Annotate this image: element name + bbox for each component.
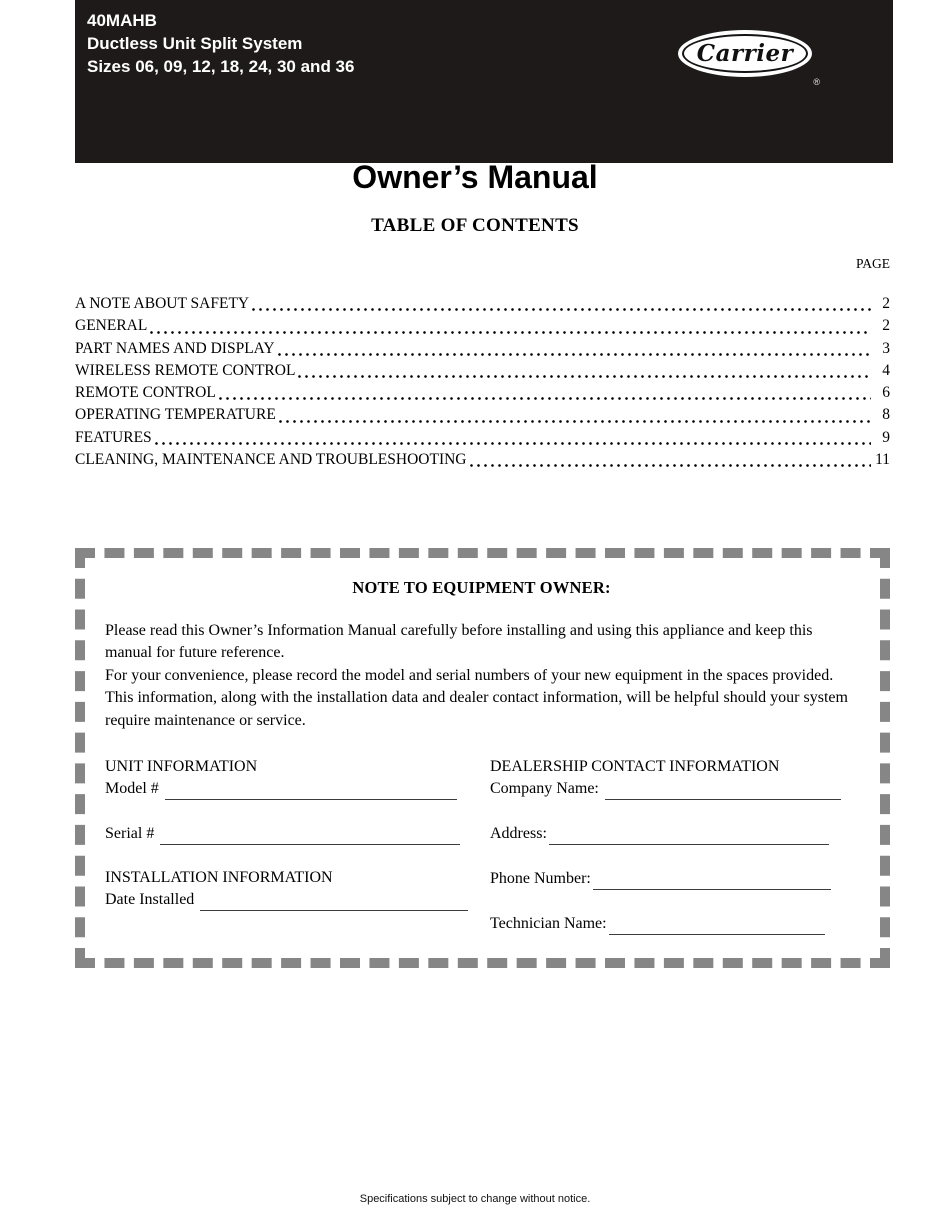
toc-item-title: WIRELESS REMOTE CONTROL: [75, 361, 296, 379]
unit-information-column: [105, 756, 490, 935]
sizes-line: Sizes 06, 09, 12, 18, 24, 30 and 36: [87, 57, 355, 76]
toc-item-title: FEATURES: [75, 428, 152, 446]
note-paragraph-2: For your convenience, please record the model and serial numbers of your new equipment in the spaces provided. This information, along with the installation data and dealer contact information, will be helpful should your system require maintenance or service.: [105, 666, 848, 729]
address-row: [490, 823, 858, 845]
model-number-blank-line: [165, 784, 457, 800]
serial-number-label: Serial #: [105, 825, 155, 843]
dealership-contact-column: [490, 756, 858, 935]
model-number-row: [105, 778, 490, 800]
carrier-logo: [678, 30, 820, 87]
toc-item: [75, 360, 890, 382]
table-of-contents: [75, 293, 890, 471]
model-number-label: Model #: [105, 780, 159, 798]
toc-item-title: GENERAL: [75, 317, 148, 335]
header-bar: [75, 0, 893, 163]
carrier-logo-oval: [682, 34, 808, 73]
technician-name-label: Technician Name:: [490, 915, 607, 933]
toc-item-page: 11: [875, 451, 890, 469]
toc-dot-leader: [216, 382, 874, 404]
toc-item-page: 2: [882, 295, 890, 312]
phone-number-row: [490, 868, 858, 890]
serial-number-row: [105, 823, 490, 845]
note-box-heading: NOTE TO EQUIPMENT OWNER:: [352, 578, 611, 597]
note-paragraph-1: Please read this Owner’s Information Manual carefully before installing and using this appliance and keep this manual for future reference.: [105, 622, 813, 662]
toc-dot-leader: [152, 427, 874, 449]
toc-page-column-label: PAGE: [855, 256, 890, 271]
toc-item-title: CLEANING, MAINTENANCE AND TROUBLESHOOTING: [75, 451, 467, 469]
note-to-owner-box: [75, 548, 890, 968]
toc-item-title: REMOTE CONTROL: [75, 384, 216, 402]
toc-item: [75, 449, 890, 471]
footer-note: Specifications subject to change without notice.: [359, 1193, 591, 1205]
toc-item: [75, 404, 890, 426]
registered-trademark-icon: ®: [813, 77, 820, 87]
date-installed-row: [105, 889, 490, 911]
company-name-blank-line: [605, 784, 841, 800]
toc-item-page: 4: [882, 361, 890, 379]
toc-item-page: 9: [882, 428, 890, 446]
company-name-row: [490, 778, 858, 800]
page-title: Owner’s Manual: [352, 159, 598, 195]
address-label: Address:: [490, 825, 547, 843]
date-installed-label: Date Installed: [105, 891, 195, 909]
toc-dot-leader: [276, 404, 874, 426]
company-name-label: Company Name:: [490, 780, 599, 798]
toc-item-page: 6: [882, 384, 890, 402]
toc-item: [75, 315, 890, 337]
toc-item-title: OPERATING TEMPERATURE: [75, 406, 276, 424]
toc-item-title: PART NAMES AND DISPLAY: [75, 339, 275, 357]
date-installed-blank-line: [200, 895, 468, 911]
dealership-contact-heading: DEALERSHIP CONTACT INFORMATION: [490, 758, 780, 776]
phone-number-blank-line: [593, 874, 831, 890]
product-name: Ductless Unit Split System: [87, 34, 303, 53]
phone-number-label: Phone Number:: [490, 870, 591, 888]
toc-item: [75, 338, 890, 360]
toc-dot-leader: [275, 338, 874, 360]
toc-dot-leader: [249, 293, 874, 315]
header-text-block: [87, 9, 354, 78]
address-blank-line: [549, 829, 829, 845]
model-number: 40MAHB: [87, 11, 157, 30]
toc-item: [75, 293, 890, 315]
technician-name-blank-line: [609, 919, 825, 935]
toc-item-page: 3: [882, 339, 890, 357]
toc-item-title: A NOTE ABOUT SAFETY: [75, 295, 250, 312]
serial-number-blank-line: [160, 829, 460, 845]
toc-item: [75, 382, 890, 404]
toc-dot-leader: [295, 360, 874, 382]
carrier-logo-text: Carrier: [696, 40, 794, 67]
owner-record-form: [105, 756, 858, 935]
installation-information-heading: INSTALLATION INFORMATION: [105, 869, 333, 887]
toc-heading: TABLE OF CONTENTS: [371, 215, 579, 236]
toc-dot-leader: [467, 449, 875, 471]
toc-dot-leader: [147, 315, 874, 337]
toc-item-page: 8: [882, 406, 890, 424]
technician-name-row: [490, 913, 858, 935]
toc-item-page: 2: [882, 317, 890, 335]
unit-information-heading: UNIT INFORMATION: [105, 758, 258, 776]
toc-item: [75, 427, 890, 449]
